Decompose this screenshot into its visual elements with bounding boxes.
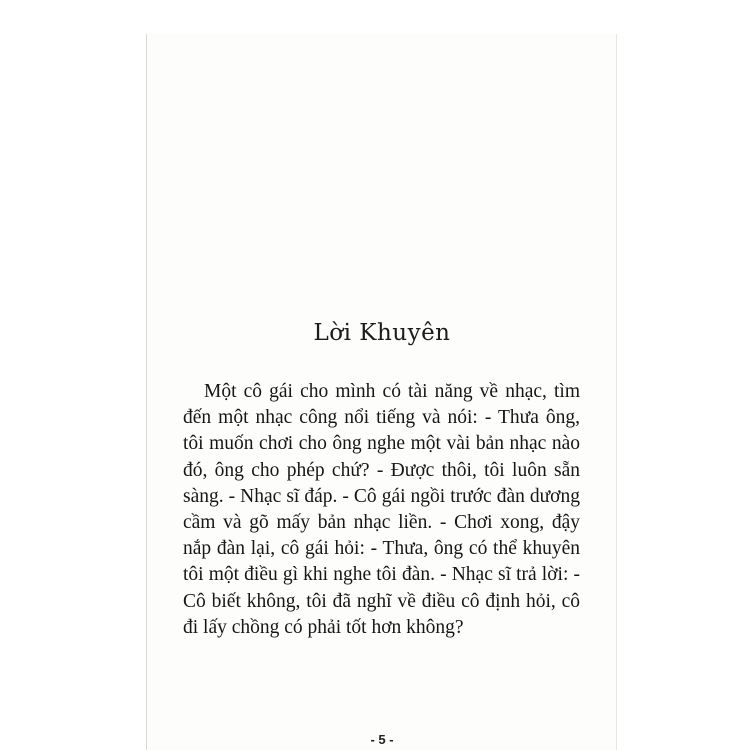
chapter-title: Lời Khuyên bbox=[313, 320, 451, 346]
page-number: - 5 - bbox=[370, 732, 394, 747]
body-paragraph: Một cô gái cho mình có tài năng về nhạc, tìm đến một nhạc công nổi tiếng và nói: - Thưa ông, tôi muốn chơi cho ông nghe một vài bản nhạc nào đó, ông cho phép chứ? - Được thôi, tôi luôn sẵn sàng. - Nhạc sĩ đáp. - Cô gái ngồi trước đàn dương cầm và gõ mấy bản nhạc liền. - Chơi xong, đậy nắp đàn lại, cô gái hỏi: - Thưa, ông có thể khuyên tôi một điều gì khi nghe tôi đàn. - Nhạc sĩ trả lời: - Cô biết không, tôi đã nghĩ về điều cô định hỏi, cô đi lấy chồng có phải tốt hơn không? bbox=[183, 381, 580, 638]
book-page bbox=[147, 34, 617, 750]
